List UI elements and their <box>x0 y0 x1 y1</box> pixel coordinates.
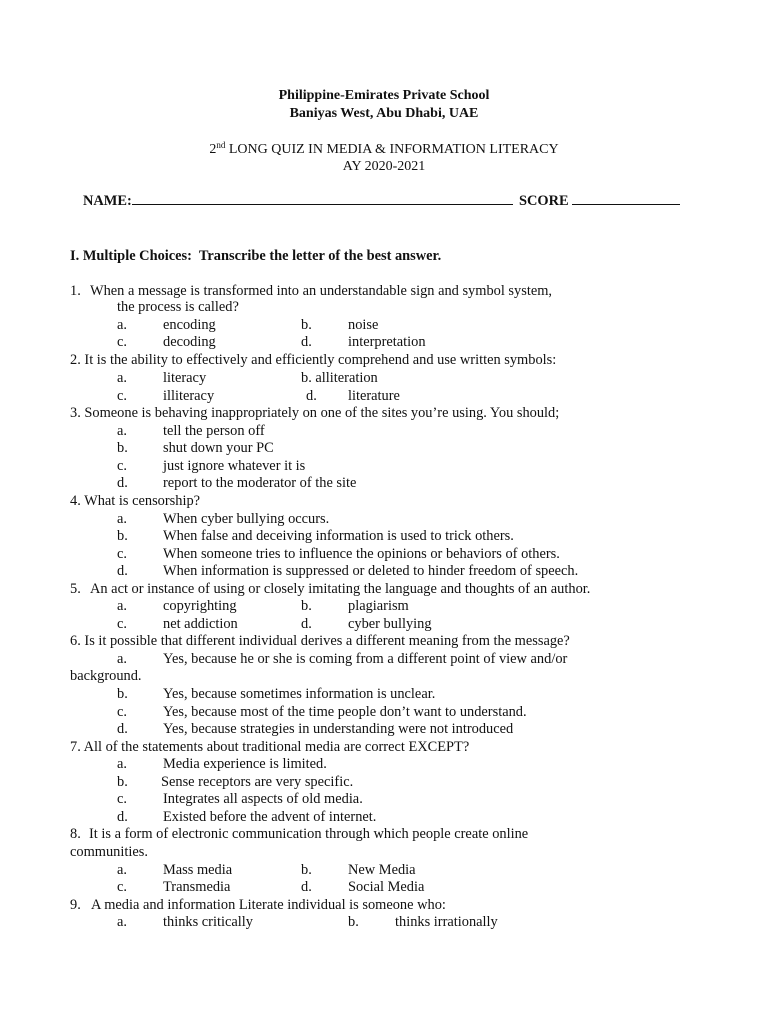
choice-text: illiteracy <box>163 388 215 404</box>
choice-text: encoding <box>163 317 216 333</box>
choice-text: literacy <box>163 370 207 386</box>
question-1-text: When a message is transformed into an understandable sign and symbol system, <box>90 283 552 299</box>
section-instruction: Transcribe the letter of the best answer. <box>198 248 442 264</box>
choice-text: thinks critically <box>163 914 253 930</box>
choice-letter: b. <box>301 598 312 614</box>
score-label: SCORE <box>519 193 569 209</box>
choice-text: report to the moderator of the site <box>163 475 357 491</box>
name-label: NAME: <box>83 193 132 209</box>
choice-text: copyrighting <box>163 598 237 614</box>
score-field <box>519 194 680 208</box>
quiz-title-text: LONG QUIZ IN MEDIA & INFORMATION LITERACY <box>225 142 559 157</box>
question-2 <box>70 353 556 367</box>
choice-letter: a. <box>117 914 127 930</box>
choice-letter: d. <box>301 616 312 632</box>
question-8-text: It is a form of electronic communication through which people create online <box>89 826 529 842</box>
choice-letter: a. <box>117 862 127 878</box>
choice-letter: b. <box>117 774 128 790</box>
question-3-number: 3. <box>70 405 81 421</box>
choice-letter: b. <box>117 528 128 544</box>
choice-letter: d. <box>301 879 312 895</box>
choice-text: Yes, because he or she is coming from a different point of view and/or <box>163 651 568 667</box>
choice-text: When cyber bullying occurs. <box>163 511 330 527</box>
choice-letter: c. <box>117 704 127 720</box>
choice-letter: a. <box>117 598 127 614</box>
choice-text: When false and deceiving information is used to trick others. <box>163 528 514 544</box>
choice-text: alliteration <box>315 370 378 386</box>
choice-text: tell the person off <box>163 423 265 439</box>
question-9-number: 9. <box>70 897 81 913</box>
question-7-number: 7. <box>70 739 81 755</box>
question-7-text: All of the statements about traditional media are correct EXCEPT? <box>83 739 470 755</box>
choice-letter: b. <box>117 440 128 456</box>
choice-letter: d. <box>301 334 312 350</box>
choice-text: Yes, because sometimes information is unclear. <box>163 686 436 702</box>
choice-text: Existed before the advent of internet. <box>163 809 377 825</box>
question-2-number: 2. <box>70 352 81 368</box>
quiz-number: 2 <box>209 142 217 157</box>
question-9-text: A media and information Literate individual is someone who: <box>91 897 446 913</box>
academic-year: AY 2020-2021 <box>342 159 426 174</box>
choice-letter: c. <box>117 334 127 350</box>
choice-letter: a. <box>117 511 127 527</box>
choice-letter: d. <box>117 475 128 491</box>
choice-letter: c. <box>117 546 127 562</box>
choice-text-continued: background. <box>70 668 142 684</box>
choice-text: net addiction <box>163 616 238 632</box>
choice-text: decoding <box>163 334 216 350</box>
question-1-text-continued: the process is called? <box>117 299 239 315</box>
section-heading <box>70 249 441 263</box>
choice-letter: d. <box>117 809 128 825</box>
choice-text: Mass media <box>163 862 233 878</box>
question-7 <box>70 740 469 754</box>
choice-b <box>301 371 378 385</box>
choice-text: literature <box>348 388 400 404</box>
question-2-text: It is the ability to effectively and efficiently comprehend and use written symbols: <box>84 352 557 368</box>
question-6 <box>70 634 570 648</box>
choice-text: New Media <box>348 862 416 878</box>
quiz-ordinal-suffix: nd <box>216 140 226 150</box>
choice-letter: a. <box>117 423 127 439</box>
question-6-number: 6. <box>70 633 81 649</box>
choice-text: When someone tries to influence the opinions or behaviors of others. <box>163 546 560 562</box>
choice-letter: a. <box>117 317 127 333</box>
choice-letter: c. <box>117 791 127 807</box>
question-3-text: Someone is behaving inappropriately on one of the sites you’re using. You should; <box>84 405 560 421</box>
choice-text: Integrates all aspects of old media. <box>163 791 363 807</box>
choice-text: When information is suppressed or deleted to hinder freedom of speech. <box>163 563 579 579</box>
choice-text: Social Media <box>348 879 425 895</box>
choice-text: cyber bullying <box>348 616 432 632</box>
question-1-number: 1. <box>70 283 81 299</box>
choice-letter: a. <box>117 756 127 772</box>
name-field <box>83 194 513 208</box>
question-8-number: 8. <box>70 826 81 842</box>
question-4-text: What is censorship? <box>84 493 201 509</box>
choice-letter: b. <box>301 862 312 878</box>
choice-letter: a. <box>117 651 127 667</box>
choice-letter: d. <box>117 721 128 737</box>
choice-text: Media experience is limited. <box>163 756 327 772</box>
choice-text: shut down your PC <box>163 440 274 456</box>
score-blank[interactable] <box>572 204 680 205</box>
question-5-number: 5. <box>70 581 81 597</box>
question-5-text: An act or instance of using or closely imitating the language and thoughts of an author. <box>90 581 591 597</box>
choice-letter: c. <box>117 458 127 474</box>
choice-letter: a. <box>117 370 127 386</box>
choice-text: Sense receptors are very specific. <box>161 774 354 790</box>
choice-text: plagiarism <box>348 598 409 614</box>
question-8-text-continued: communities. <box>70 844 148 860</box>
name-blank[interactable] <box>132 204 513 205</box>
quiz-title <box>0 141 768 157</box>
school-location: Baniyas West, Abu Dhabi, UAE <box>289 106 479 121</box>
choice-text: Transmedia <box>163 879 231 895</box>
choice-text: Yes, because strategies in understanding were not introduced <box>163 721 514 737</box>
choice-text: interpretation <box>348 334 426 350</box>
section-title: Multiple Choices: <box>82 248 192 264</box>
school-name: Philippine-Emirates Private School <box>278 88 490 103</box>
choice-letter: b. <box>301 370 312 386</box>
question-6-text: Is it possible that different individual derives a different meaning from the message? <box>84 633 570 649</box>
choice-letter: d. <box>117 563 128 579</box>
question-4 <box>70 494 200 508</box>
choice-letter: c. <box>117 616 127 632</box>
choice-text: thinks irrationally <box>395 914 498 930</box>
choice-text: noise <box>348 317 379 333</box>
question-4-number: 4. <box>70 493 81 509</box>
choice-letter: b. <box>117 686 128 702</box>
choice-letter: d. <box>306 388 317 404</box>
choice-text: just ignore whatever it is <box>163 458 306 474</box>
choice-letter: c. <box>117 879 127 895</box>
section-number: I. <box>70 248 80 264</box>
choice-letter: b. <box>348 914 359 930</box>
choice-letter: b. <box>301 317 312 333</box>
choice-text: Yes, because most of the time people don’t want to understand. <box>163 704 527 720</box>
choice-letter: c. <box>117 388 127 404</box>
question-3 <box>70 406 559 420</box>
